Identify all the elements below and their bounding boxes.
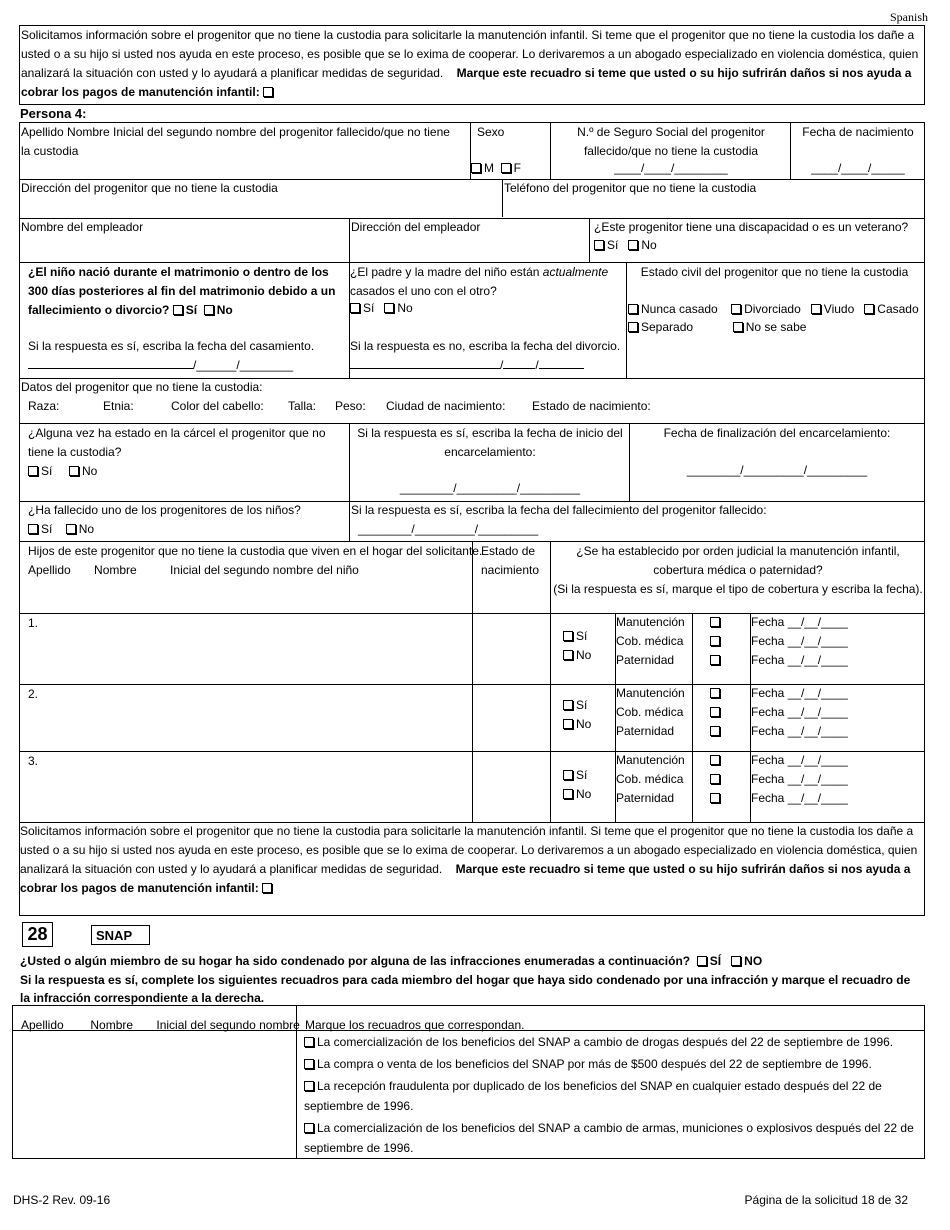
jail-yes-checkbox[interactable] (28, 466, 38, 476)
fecha-field[interactable]: Fecha __/__/____ (751, 686, 848, 700)
fear-checkbox[interactable] (262, 883, 272, 893)
paternity-checkbox[interactable] (710, 655, 720, 665)
deceased-date-field[interactable]: ________/_________/_________ (358, 522, 539, 536)
medical-checkbox[interactable] (710, 636, 720, 646)
jail-start-field[interactable]: ________/_________/_________ (399, 481, 581, 495)
snap-table (12, 1005, 925, 1159)
section-tag: SNAP (96, 928, 133, 943)
snap-item: La compra o venta de los beneficios del SNAP por más de $500 después del 22 de septiembre de 1996. (304, 1054, 919, 1074)
medical-checkbox[interactable] (710, 707, 720, 717)
disability-label: ¿Este progenitor tiene una discapacidad o es un veterano? (594, 220, 909, 234)
born-yes-checkbox[interactable] (173, 305, 183, 315)
child-order-no-checkbox[interactable] (563, 719, 573, 729)
marital-married-checkbox[interactable] (864, 304, 874, 314)
parent-data-label: Datos del progenitor que no tiene la custodia: (21, 380, 263, 394)
notice-bold: Marque este recuadro si teme que usted o su hijo sufrirán daños si nos ayuda a cobrar los pagos de manutención infantil: (20, 862, 911, 895)
support-checkbox[interactable] (710, 617, 720, 627)
jail-start-label: Si la respuesta es sí, escriba la fecha de inicio del encarcelamiento: (357, 426, 623, 459)
jail-no-checkbox[interactable] (69, 466, 79, 476)
child-order-yes-checkbox[interactable] (563, 700, 573, 710)
child-order-no-checkbox[interactable] (563, 650, 573, 660)
paternity-checkbox[interactable] (710, 793, 720, 803)
snap-col-name: Apellido Nombre Inicial del segundo nombre (21, 1018, 300, 1032)
child-row: 3. Sí No Manutención Cob. médica Paternidad Fecha __/__/____ Fecha __/__/____ Fecha __/__/____ (19, 751, 925, 823)
row-employer: Nombre del empleador Dirección del empleador ¿Este progenitor tiene una discapacidad o es un veterano? Sí No (19, 218, 925, 263)
snap-name-field[interactable] (13, 1031, 296, 1158)
section-tag-box (91, 925, 150, 945)
snap-item-checkbox[interactable] (304, 1081, 314, 1091)
disability-no-checkbox[interactable] (628, 240, 638, 250)
paternity-checkbox[interactable] (710, 726, 720, 736)
snap-item-checkbox[interactable] (304, 1037, 314, 1047)
married-yes-checkbox[interactable] (350, 303, 360, 313)
marital-never-checkbox[interactable] (628, 304, 638, 314)
child-row-number: 3. (28, 754, 39, 768)
child-order-no-checkbox[interactable] (563, 789, 573, 799)
fecha-field[interactable]: Fecha __/__/____ (751, 634, 848, 648)
children-header-label: Hijos de este progenitor que no tiene la custodia que viven en el hogar del solicitante. (28, 544, 483, 558)
parent-data-state: Estado de nacimiento: (532, 399, 651, 413)
snap-item: La comercialización de los beneficios del SNAP a cambio de drogas después del 22 de septiembre de 1996. (304, 1032, 919, 1052)
ssn-field[interactable]: ____/____/________ (614, 161, 728, 175)
child-order-yes-checkbox[interactable] (563, 770, 573, 780)
dob-label: Fecha de nacimiento (802, 125, 914, 139)
children-header (19, 541, 925, 614)
child-row-number: 2. (28, 687, 39, 701)
snap-item: La recepción fraudulenta por duplicado de los beneficios del SNAP en cualquier estado después del 22 de septiembre de 1996. (304, 1079, 882, 1113)
support-checkbox[interactable] (710, 688, 720, 698)
fecha-field[interactable]: Fecha __/__/____ (751, 753, 848, 767)
footer-form-id: DHS-2 Rev. 09-16 (13, 1193, 111, 1207)
parent-data-hair: Color del cabello: (171, 399, 264, 413)
name-label: Apellido Nombre Inicial del segundo nombre del progenitor fallecido/que no tiene la custodia (21, 125, 450, 158)
fecha-field[interactable]: Fecha __/__/____ (751, 724, 848, 738)
persona-title: Persona 4: (20, 106, 87, 121)
fecha-field[interactable]: Fecha __/__/____ (751, 615, 848, 629)
parent-data-height: Talla: (288, 399, 317, 413)
fecha-field[interactable]: Fecha __/__/____ (751, 772, 848, 786)
marriage-date-label: Si la respuesta es sí, escriba la fecha del casamiento. (28, 339, 315, 353)
court-order-note: (Si la respuesta es sí, marque el tipo de cobertura y escriba la fecha). (553, 582, 923, 596)
children-subheader: Apellido Nombre Inicial del segundo nombre del niño (28, 563, 359, 577)
sex-m-checkbox[interactable] (471, 163, 481, 173)
address-label: Dirección del progenitor que no tiene la custodia (21, 181, 278, 195)
marriage-date-field[interactable]: /______/________ (28, 356, 293, 375)
support-checkbox[interactable] (710, 755, 720, 765)
fecha-field[interactable]: Fecha __/__/____ (751, 705, 848, 719)
row-marriage: ¿El niño nació durante el matrimonio o dentro de los 300 días posteriores al fin del matrimonio debido a un fallecimiento o divorcio? Sí No Si la respuesta es sí, escriba la fecha del casamiento. /______/________ ¿El padre y la madre del niño están actualmente casados el uno con el otro? Sí No Si la respuesta es no, escriba la fecha del divorcio. / / Estado civil del progenitor que no tiene la custodia Nunca casado Divorciado Viudo Casado Separado No se sabe (19, 262, 925, 379)
marital-status-label: Estado civil del progenitor que no tiene la custodia (640, 265, 909, 279)
sex-f-checkbox[interactable] (501, 163, 511, 173)
bottom-notice (19, 822, 925, 916)
jail-end-label: Fecha de finalización del encarcelamiento: (663, 426, 891, 440)
born-question: ¿El niño nació durante el matrimonio o dentro de los 300 días posteriores al fin del matrimonio debido a un fallecimiento o divorcio? (28, 265, 336, 317)
marital-widowed-checkbox[interactable] (811, 304, 821, 314)
birth-state-label: Estado de nacimiento (481, 544, 540, 577)
notice-bold: Marque este recuadro si teme que usted o su hijo sufrirán daños si nos ayuda a cobrar los pagos de manutención infantil: (21, 66, 912, 99)
marital-divorced-checkbox[interactable] (731, 304, 741, 314)
medical-checkbox[interactable] (710, 774, 720, 784)
notice-text: Solicitamos información sobre el progenitor que no tiene la custodia para solicitarle la manutención infantil. Si teme que el progenitor que no tiene la custodia los dañe a usted o a su hijo si usted nos ayuda en este proceso, es posible que se lo exima de cooperar. Lo derivaremos a un abogado especializado en violencia doméstica, quien analizará la situación con usted y lo ayudará a planificar medidas de seguridad. (20, 824, 918, 876)
snap-question: ¿Usted o algún miembro de su hogar ha sido condenado por alguna de las infracciones enumeradas a continuación? (20, 954, 691, 968)
fear-checkbox[interactable] (263, 87, 273, 97)
notice-text: Solicitamos información sobre el progenitor que no tiene la custodia para solicitarle la manutención infantil. Si teme que el progenitor que no tiene la custodia los dañe a usted o a su hijo si usted nos ayuda en este proceso, es posible que se lo exima de cooperar. Lo derivaremos a un abogado especializado en violencia doméstica, quien analizará la situación con usted y lo ayudará a planificar medidas de seguridad. (21, 28, 919, 80)
married-no-checkbox[interactable] (384, 303, 394, 313)
deceased-date-label: Si la respuesta es sí, escriba la fecha del fallecimiento del progenitor fallecido: (351, 503, 767, 517)
sex-label: Sexo (477, 125, 505, 139)
dob-field[interactable]: ____/____/_____ (811, 161, 905, 175)
born-no-checkbox[interactable] (204, 305, 214, 315)
snap-yes-checkbox[interactable] (697, 956, 707, 966)
phone-label: Teléfono del progenitor que no tiene la custodia (504, 181, 757, 195)
section-number: 28 (27, 924, 48, 944)
snap-no-checkbox[interactable] (731, 956, 741, 966)
snap-item: La comercialización de los beneficios del SNAP a cambio de armas, municiones o explosivos después del 22 de septiembre de 1996. (304, 1121, 914, 1155)
child-row: 2. Sí No Manutención Cob. médica Paternidad Fecha __/__/____ Fecha __/__/____ Fecha __/__/____ (19, 684, 925, 752)
parent-data-city: Ciudad de nacimiento: (386, 399, 506, 413)
court-order-question: ¿Se ha establecido por orden judicial la manutención infantil, cobertura médica o paternidad? (576, 544, 900, 577)
marital-unknown-checkbox[interactable] (733, 322, 743, 332)
parent-data-weight: Peso: (335, 399, 366, 413)
snap-instruction: Si la respuesta es sí, complete los siguientes recuadros para cada miembro del hogar que haya sido condenado por una infracción y marque el recuadro de la infracción correspondiente a la derecha. (20, 973, 911, 1005)
row-identity: Apellido Nombre Inicial del segundo nombre del progenitor fallecido/que no tiene la custodia Sexo M F N.º de Seguro Social del progenitor fallecido/que no tiene la custodia ____/____/________ Fecha de nacimiento ____/____/_____ (19, 122, 925, 180)
employer-address-label: Dirección del empleador (351, 220, 481, 234)
row-address (19, 179, 925, 219)
row-deceased: ¿Ha fallecido uno de los progenitores de los niños? Sí No Si la respuesta es sí, escriba la fecha del fallecimiento del progenitor fallecido: ________/_________/_________ (19, 501, 925, 542)
child-order-yes-checkbox[interactable] (563, 631, 573, 641)
employer-label: Nombre del empleador (21, 220, 144, 234)
row-parent-data (19, 378, 925, 424)
jail-question: ¿Alguna vez ha estado en la cárcel el progenitor que no tiene la custodia? (28, 426, 326, 459)
jail-end-field[interactable]: ________/_________/_________ (686, 463, 868, 477)
divorce-date-field[interactable]: / / (350, 356, 584, 375)
deceased-yes-checkbox[interactable] (28, 524, 38, 534)
disability-yes-checkbox[interactable] (594, 240, 604, 250)
child-row: 1. Sí No Manutención Cob. médica Paternidad Fecha __/__/____ Fecha __/__/____ Fecha __/__/____ (19, 613, 925, 685)
snap-col-check: Marque los recuadros que correspondan. (305, 1018, 525, 1032)
row-jail: ¿Alguna vez ha estado en la cárcel el progenitor que no tiene la custodia? Sí No Si la respuesta es sí, escriba la fecha de inicio del encarcelamiento: ________/_________/_________ Fecha de finalización del encarcelamiento: ________/_________/_________ (19, 423, 925, 502)
snap-item-checkbox[interactable] (304, 1123, 314, 1133)
fecha-field[interactable]: Fecha __/__/____ (751, 791, 848, 805)
ssn-label: N.º de Seguro Social del progenitor fallecido/que no tiene la custodia (577, 125, 765, 158)
section-number-box (22, 922, 53, 947)
parent-data-race: Raza: (28, 399, 60, 413)
child-row-number: 1. (28, 616, 39, 630)
fecha-field[interactable]: Fecha __/__/____ (751, 653, 848, 667)
deceased-question: ¿Ha fallecido uno de los progenitores de los niños? (28, 503, 301, 517)
top-notice (19, 25, 925, 105)
parent-data-ethnicity: Etnia: (103, 399, 134, 413)
footer-page-number: Página de la solicitud 18 de 32 (744, 1193, 908, 1207)
language-label: Spanish (889, 10, 928, 24)
marital-separated-checkbox[interactable] (628, 322, 638, 332)
deceased-no-checkbox[interactable] (66, 524, 76, 534)
snap-item-checkbox[interactable] (304, 1059, 314, 1069)
divorce-date-label: Si la respuesta es no, escriba la fecha del divorcio. (350, 339, 621, 353)
